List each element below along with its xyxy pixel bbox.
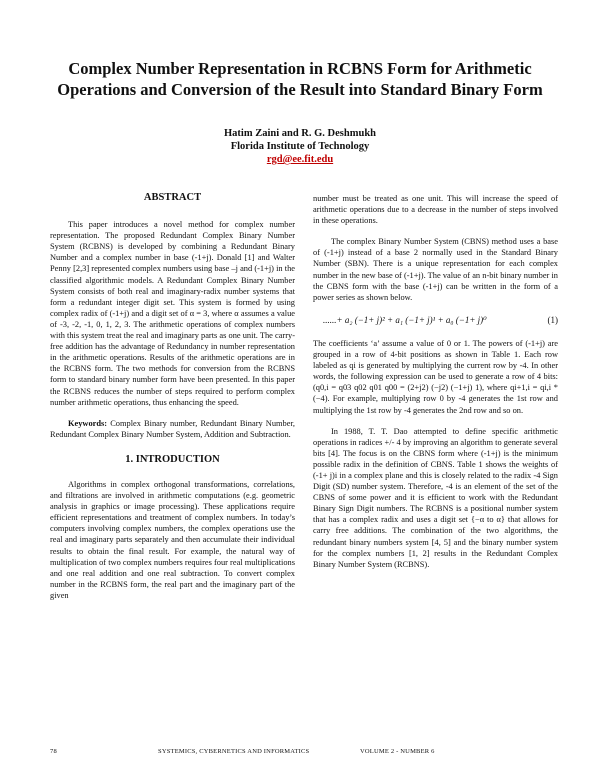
author-names: Hatim Zaini and R. G. Deshmukh: [224, 128, 376, 139]
author-block: [40, 127, 560, 166]
keywords-text: Complex Binary number, Redundant Binary Number, Redundant Complex Binary Number System, Addition and Subtraction.: [50, 418, 296, 439]
left-column: [50, 192, 295, 611]
equation-number: (1): [547, 314, 558, 325]
keywords-label: Keywords:: [68, 418, 108, 428]
right-paragraph-4: In 1988, T. T. Dao attempted to define specific arithmetic operations in radices +/- 4 by improving an algorithm to generate several bits [4]. The focus is on the CBNS form where (-1+j) is the minimum possible radix in the definition of CBNS. Table 1 shows the weights of (-1+ j)i in a complex plane and this is closely related to the radix -4 Sign Digit (SD) number system. Therefore, -4 is an element of the set of the CBNS of some power and it is efficient to work with the Redundant Binary Sign Digit numbers. The RCBNS is a positional number system that has a complex radix and uses a digit set {−α to α} that allows for carry free additions. The combination of the two algorithms, the redundant binary numbers system [4, 5] and the binary number system for the complex numbers [1, 2] results in the Redundant Complex Binary Number System (RCBNS).: [313, 426, 558, 569]
affiliation: Florida Institute of Technology: [230, 141, 370, 152]
equation-body: ......+ a₂ (−1+ j)² + a₁ (−1+ j)¹ + a₀ (−1+ j)⁰: [323, 314, 487, 325]
introduction-paragraph: Algorithms in complex orthogonal transformations, correlations, and filtrations are involved in arithmetic computations (e.g. geometric analysis in graphics or image processing). These applications require efficient representations and treatment of complex numbers. In today’s computers involving complex numbers, the complex operations use the real and imaginary parts separately and then accumulate their individual results to obtain the final result. For example, the natural way of multiplication of two complex numbers requires four real multiplications and one real addition and one real subtraction. To convert complex number in the RCBNS form, the real part and the imaginary part of the given: [50, 479, 295, 600]
right-column: [313, 193, 558, 580]
equation-1: [313, 315, 558, 326]
page-number: 78: [50, 748, 57, 755]
keywords: [50, 418, 295, 440]
right-paragraph-1: number must be treated as one unit. This will increase the speed of arithmetic operations due to a decrease in the number of steps involved in these operations.: [313, 194, 558, 226]
abstract-text: This paper introduces a novel method for complex number representation. The proposed Redundant Complex Binary Number System (RCBNS) is developed by combining a Redundant Binary Number and a complex number in base (-1+j). Donald [1] and Walter Penny [2,3] represented complex numbers using base –j and (-1+j) in the classified algorithmic models. A Redundant Complex Binary Number System consists of both real and imaginary-radix number systems that form a redundant integer digit set. This system is formed by using complex radix of (-1+j) and a digit set of α = 3, where α assumes a value of -3, -2, -1, 0, 1, 2, 3. The arithmetic operations of complex numbers with this system treat the real and imaginary parts as one unit. The carry-free addition has the advantage of Redundancy in number representation in the arithmetic operations. Results of the arithmetic operations are in the RCBNS form. The two methods for conversion from the RCBNS form to standard binary number form have been presented. In this paper the RCBNS reduces the number of steps required to perform complex number arithmetic operations, thus enhancing the speed.: [50, 220, 295, 407]
abstract-heading: ABSTRACT: [143, 192, 202, 203]
volume-number: VOLUME 2 - NUMBER 6: [360, 748, 435, 755]
right-paragraph-3: The coefficients ‘a’ assume a value of 0 or 1. The powers of (-1+j) are grouped in a row of 4-bit positions as shown in Table 1. Each row labeled as qi is generated by multiplying the current row by -4. In other words, the following expression can be used to generate a row of 4 bits: (q0,i = q03 q02 q01 q00 = (2+j2) (−j2) (−1+j) 1), where qi+1,i = qi,i * (−4). For example, multiplying row 0 by -4 generates the 1st row and multiplying the 1st row by -4 generates the 2nd row and so on.: [313, 338, 558, 415]
paper-title: Complex Number Representation in RCBNS Form for Arithmetic Operations and Conversion of the Result into Standard Binary Form: [57, 59, 543, 99]
introduction-heading: 1. INTRODUCTION: [125, 453, 220, 465]
journal-name: SYSTEMICS, CYBERNETICS AND INFORMATICS: [158, 748, 310, 755]
author-email-link[interactable]: rgd@ee.fit.edu: [266, 154, 334, 165]
right-paragraph-2: The complex Binary Number System (CBNS) method uses a base of (-1+j) instead of a base 2 normally used in the Standard Binary Number (SBN). There is a unique representation for each complex number in the new base of (-1+j). The value of an n-bit binary number in the CBNS form with the base (-1+j) can be written in the form of a power series as shown below.: [313, 237, 558, 302]
